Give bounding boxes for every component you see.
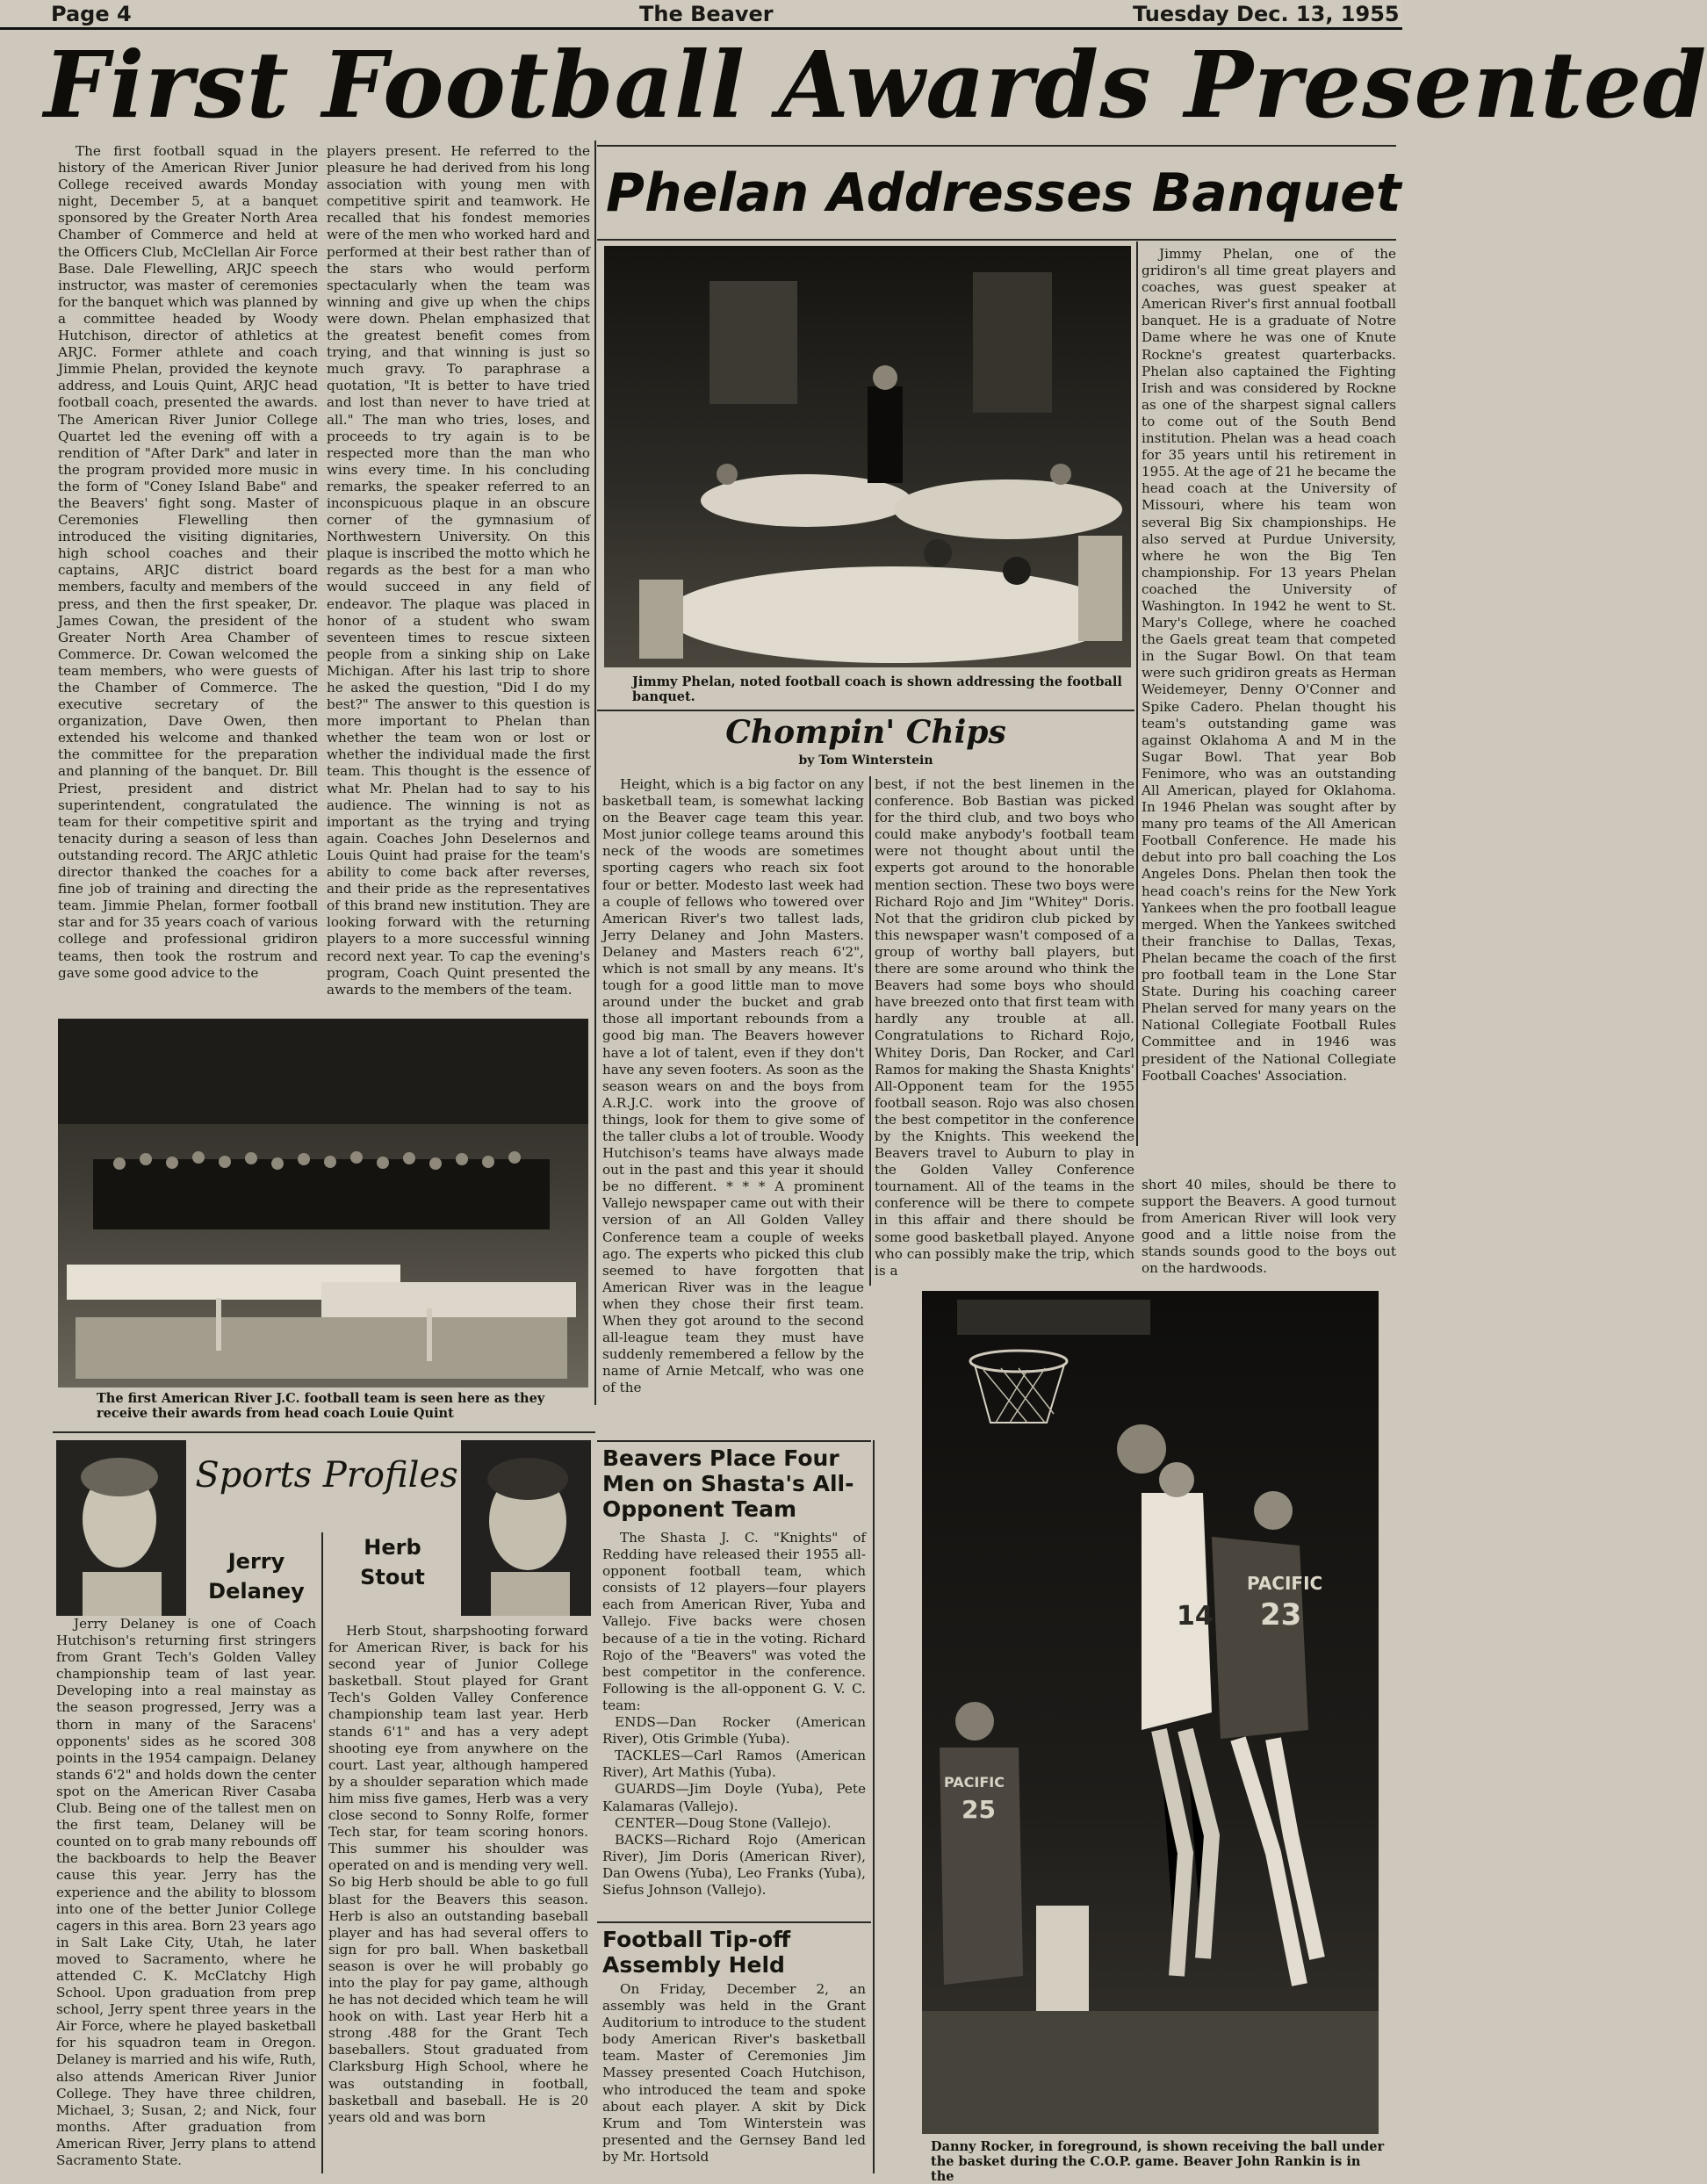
jersey-number: 25 (962, 1795, 996, 1824)
chompin-column-2 (875, 776, 1134, 1277)
jersey-number: 23 (1260, 1597, 1302, 1633)
column-divider (594, 141, 596, 1405)
tipoff-column (602, 1981, 866, 2173)
shasta-line: CENTER—Doug Stone (Vallejo). (615, 1814, 832, 1831)
chompin-text: short 40 miles, should be there to support the Beavers. A good turnout from American River will look very good and a little noise from the stands sounds good to the boys out on the hardwoods. (1142, 1177, 1396, 1277)
tipoff-text: On Friday, December 2, an assembly was held in the Grant Auditorium to introduce to the student body American River's basketball team. Master of Ceremonies Jim Massey presented Coach Hutchison, who introduced the team and spoke about each player. A skit by Dick Krum and Tom Winterstein was presented and the Gernsey Band led by Mr. Hortsold (602, 1981, 866, 2165)
divider (597, 710, 1134, 711)
phelan-bio-text: Jimmy Phelan, one of the gridiron's all time great players and coaches, was guest speaker at American River's first annual football banquet. He is a graduate of Notre Dame where he was one of Knute Rockne's greatest quarterbacks. Phelan also captained the Fighting Irish and was considered by Rockne as one of the sharpest signal callers to come out of the South Bend institution. Phelan was a head coach for 35 years until his retirement in 1955. At the age of 21 he became the head coach at the University of Missouri, where his team won several Big Six championships. He also served at Purdue University, where he won the Big Ten championship. For 13 years Phelan coached the University of Washington. In 1942 he went to St. Mary's College, where he coached the Gaels great team that competed in the Sugar Bowl. On that team were such gridiron greats as Herman Weidemeyer, Denny O'Conner and Spike Cadero. Phelan thought his team's outstanding game was against Oklahoma A and M in the Sugar Bowl. That year Bob Fenimore, who was an outstanding All American, played for Oklahoma. In 1946 Phelan was sought after by many pro teams of the All American Football Conference. He made his debut into pro ball coaching the Los Angeles Dons. Phelan then took the head coach's reins for the New York Yankees when the pro football league merged. When the Yankees switched their franchise to Dallas, Texas, Phelan became the coach of the first pro football team in the Lone Star State. During his coaching career Phelan served for many years on the National Collegiate Football Rules Committee and in 1946 was president of the National Collegiate Football Coaches' Association. (1142, 246, 1396, 1084)
jerry-last-name: Delaney (208, 1579, 305, 1604)
shasta-line: GUARDS—Jim Doyle (Yuba), Pete Kalamaras (Vallejo). (602, 1781, 866, 1814)
column-divider (321, 1532, 323, 2173)
jersey-number: 14 (1177, 1601, 1214, 1632)
article-text: The first football squad in the history of the American River Junior College received awards Monday night, December 5, at a banquet sponsored by the Greater North Area Chamber of Commerce and held at the Officers Club, McClellan Air Force Base. Dale Flewelling, ARJC speech instructor, was master of ceremonies for the banquet which was planned by a committee headed by Woody Hutchison, director of athletics at ARJC. Former athlete and coach Jimmie Phelan, provided the keynote address, and Louis Quint, ARJC head football coach, presented the awards. The American River Junior College Quartet led the evening off with a rendition of "After Dark" and later in the program provided more music in the form of "Coney Island Babe" and the Beavers' fight song. Master of Ceremonies Flewelling then introduced the visiting dignitaries, high school coaches and their captains, ARJC district board members, faculty and members of the press, and then the first speaker, Dr. James Cowan, the president of the Greater North Area Chamber of Commerce. Dr. Cowan welcomed the team members, who were guests of the Chamber of Commerce. The executive secretary of the organization, Dave Owen, then extended his welcome and thanked the committee for the preparation and planning of the banquet. Dr. Bill Priest, president and district superintendent, congratulated the team for their competitive spirit and tenacity during a season of less than outstanding record. The ARJC athletic director thanked the coaches for a fine job of training and directing the team. Jimmie Phelan, former football star and for 35 years coach of various college and professional gridiron teams, then took the rostrum and gave some good advice to the (58, 143, 318, 981)
divider (597, 1440, 871, 1442)
shasta-text: The Shasta J. C. "Knights" of Redding have released their 1955 all-opponent football team, which consists of 12 players—four players each from American River, Yuba and Vallejo. Five backs were chosen because of a tie in the voting. Richard Rojo of the "Beavers" was voted the best competitor in the conference. Following is the all-opponent G. V. C. team: (602, 1530, 866, 1713)
divider (597, 239, 1396, 241)
banquet-photo-caption: Jimmy Phelan, noted football coach is shown addressing the football banquet. (632, 674, 1122, 704)
herb-profile-text: Herb Stout, sharpshooting forward for American River, is back for his second year of Junior College basketball. Stout played for Grant Tech's Golden Valley Conference championship team last year. Herb stands 6'1" and has a very adept shooting eye from anywhere on the court. Last year, although hampered by a shoulder separation which made him miss five games, Herb was a very close second to Sonny Rolfe, former Tech star, for team scoring honors. This summer his shoulder was operated on and is mending very well. So big Herb should be able to go full blast for the Beavers this season. Herb is also an outstanding baseball player and has had several offers to sign for pro ball. When basketball season is over he will probably go into the play for pay game, although he has not decided which team he will hook on with. Last year Herb hit a strong .488 for the Grant Tech baseballers. Stout graduated from Clarksburg High School, where he was outstanding in football, basketball and baseball. He is 20 years old and was born (328, 1623, 588, 2125)
basketball-photo-caption: Danny Rocker, in foreground, is shown receiving the ball under the basket during the C.O.P. game. Beaver John Rankin is in the (931, 2139, 1385, 2184)
shasta-line: ENDS—Dan Rocker (American River), Otis Grimble (Yuba). (602, 1714, 866, 1748)
jerry-profile-column (56, 1616, 316, 2173)
jerry-profile-text: Jerry Delaney is one of Coach Hutchison's returning first stringers from Grant Tech's Golden Valley championship team of last year. Developing into a real mainstay as the season progressed, Jerry was a thorn in many of the Saracens' opponents' sides as he scored 308 points in the 1954 campaign. Delaney stands 6'2" and holds down the center spot on the American River Casaba Club. Being one of the tallest men on the first team, Delaney will be counted on to grab many rebounds off the backboards to help the Beaver cause this year. Jerry has the experience and the ability to blossom into one of the better Junior College cagers in this area. Born 23 years ago in Salt Lake City, Utah, he later moved to Sacramento, where he attended C. K. McClatchy High School. Upon graduation from prep school, Jerry spent three years in the Air Force, where he played basketball for his squadron team in Oregon. Delaney is married and his wife, Ruth, also attends American River Junior College. They have three children, Michael, 3; Susan, 2; and Nick, four months. After graduation from American River, Jerry plans to attend Sacramento State. (56, 1616, 316, 2168)
article-column-1 (58, 143, 318, 1008)
team-photo-caption: The first American River J.C. football team is seen here as they receive their awards from head coach Louie Quint (97, 1391, 545, 1421)
phelan-headline: Phelan Addresses Banquet (606, 162, 1401, 224)
shasta-line: BACKS—Richard Rojo (American River), Jim Doris (American River), Dan Owens (Yuba), Leo Franks (Yuba), Siefus Johnson (Vallejo). (602, 1831, 866, 1898)
herb-profile-column (328, 1623, 588, 2173)
divider (597, 1921, 871, 1923)
chompin-headline: Chompin' Chips (725, 714, 1006, 751)
chompin-text: Height, which is a big factor on any basketball team, is somewhat lacking on the Beaver cage team this year. Most junior college teams around this neck of the woods are sometimes sporting cagers who reach six foot four or better. Modesto last week had a couple of fellows who towered over American River's two tallest lads, Jerry Delaney and John Masters. Delaney and Masters reach 6'2", which is not small by any means. It's tough for a good little man to move around under the bucket and grab those all important rebounds from a good big man. The Beavers however have a lot of talent, even if they don't have any seven footers. As soon as the season wears on and the boys from A.R.J.C. work into the groove of things, look for them to give some of the taller clubs a lot of trouble. Woody Hutchison's teams have always made out in the past and this year it should be no different. * * * A prominent Vallejo newspaper came out with their version of an All Golden Valley Conference team a couple of weeks ago. The experts who picked this club seemed to have forgotten that American River was in the league when they chose their first team. When they got around to the second all-league team they must have suddenly remembered a fellow by the name of Arnie Metcalf, who was one of the (602, 776, 864, 1396)
basketball-photo (922, 1291, 1379, 2134)
shasta-line: TACKLES—Carl Ramos (American River), Art Mathis (Yuba). (602, 1748, 866, 1781)
chompin-text: best, if not the best linemen in the conference. Bob Bastian was picked for the third club, and two boys who could make anybody's football team were not thought about until the experts got around to the honorable mention section. These two boys were Richard Rojo and Jim "Whitey" Doris. Not that the gridiron club picked by this newspaper wasn't composed of a group of worthy ball players, but there are some around who think the Beavers had some boys who should have breezed onto that first team with hardly any trouble at all. Congratulations to Richard Rojo, Whitey Doris, Dan Rocker, and Carl Ramos for making the Shasta Knights' All-Opponent team for the 1955 football season. Rojo was also chosen the best competitor in the conference by the Knights. This weekend the Beavers travel to Auburn to play in the Golden Valley Conference tournament. All of the teams in the conference will be there to compete in this affair and there should be some good basketball played. Anyone who can possibly make the trip, which is a (875, 776, 1134, 1279)
issue-date: Tuesday Dec. 13, 1955 (1133, 2, 1400, 26)
phelan-bio-column (1142, 246, 1396, 1142)
newspaper-name: The Beaver (639, 2, 774, 26)
jerry-portrait (56, 1440, 186, 1616)
chompin-column-3 (1142, 1177, 1396, 1282)
shasta-column (602, 1530, 866, 1916)
main-headline: First Football Awards Presented (44, 31, 1707, 139)
herb-first-name: Herb (364, 1535, 421, 1560)
team-photo (58, 1019, 588, 1388)
shasta-headline: Beavers Place Four Men on Shasta's All-Opponent Team (602, 1445, 854, 1522)
article-text: players present. He referred to the pleasure he had derived from his long association with young men with competitive spirit and teamwork. He recalled that his fondest memories were of the men who worked hard and performed at their best rather than of the stars who would perform spectacularly when the team was winning and give up when the chips were down. Phelan emphasized that the greatest benefit comes from trying, and that winning is just so much gravy. To paraphrase a quotation, "It is better to have tried and lost than never to have tried at all." The man who tries, loses, and proceeds to try again is to be respected more than the man who wins every time. In his concluding remarks, the speaker referred to an inconspicuous plaque in an obscure corner of the gymnasium of Northwestern University. On this plaque is inscribed the motto which he regards as the best for a man who would succeed in any field of endeavor. The plaque was placed in honor of a student who swam seventeen times to rescue sixteen people from a sinking ship on Lake Michigan. After his last trip to shore he asked the question, "Did I do my best?" The answer to this question is more important to Phelan than whether the team won or lost or whether the individual made the first team. This thought is the essence of what Mr. Phelan had to say to his audience. The winning is not as important as the trying and trying again. Coaches John Deselernos and Louis Quint had praise for the team's ability to come back after reverses, and their pride as the representatives of this brand new institution. They are looking forward with the returning players to a more successful winning record next year. To cap the evening's program, Coach Quint presented the awards to the members of the team. (327, 143, 590, 998)
tipoff-headline: Football Tip-off Assembly Held (602, 1927, 791, 1978)
profiles-headline: Sports Profiles (195, 1455, 458, 1496)
jerry-first-name: Jerry (227, 1549, 285, 1574)
herb-last-name: Stout (360, 1565, 425, 1589)
divider (53, 1431, 595, 1433)
chompin-column-1 (602, 776, 864, 1435)
jersey-text: PACIFIC (944, 1774, 1005, 1791)
chompin-byline: by Tom Winterstein (798, 753, 933, 768)
column-divider (873, 1440, 875, 2173)
column-divider (869, 776, 871, 1286)
banquet-photo (604, 246, 1131, 667)
jersey-text: PACIFIC (1247, 1573, 1323, 1594)
masthead (0, 0, 1402, 30)
herb-portrait (461, 1440, 591, 1616)
column-divider (1136, 241, 1138, 1146)
page-number: Page 4 (51, 2, 132, 26)
article-column-2 (327, 143, 590, 1008)
divider (597, 145, 1396, 147)
